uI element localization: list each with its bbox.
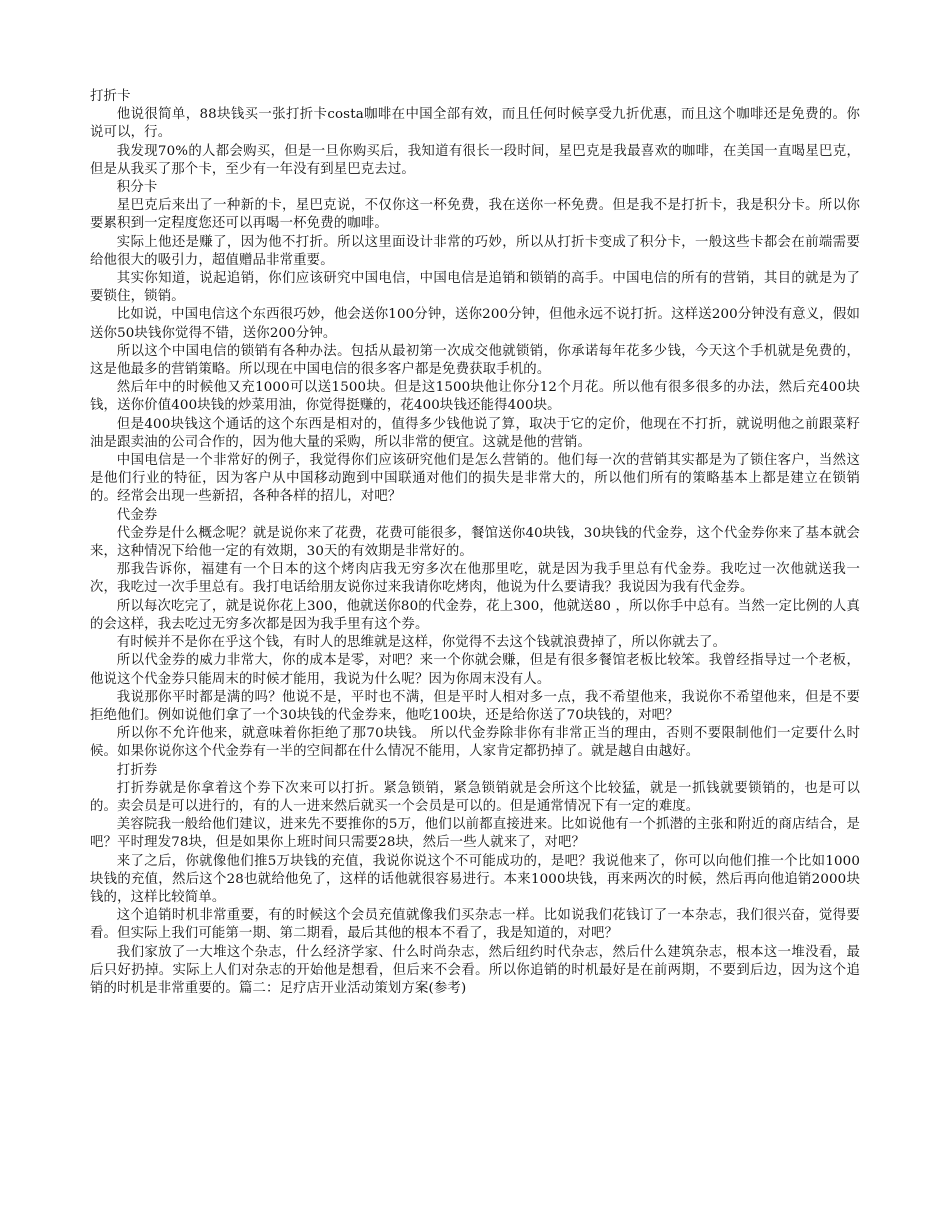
paragraph: 我发现70%的人都会购买，但是一旦你购买后，我知道有很长一段时间，星巴克是我最喜欢的咖啡，在美国一直喝星巴克，但是从我买了那个卡，至少有一年没有到星巴克去过。 [90,143,860,177]
paragraph: 所以代金券的威力非常大，你的成本是零，对吧？来一个你就会赚，但是有很多餐馆老板比较笨。我曾经指导过一个老板，他说这个代金券只能周末的时候才能用，我说为什么呢？因为你周末没有人。 [90,653,860,687]
paragraph: 他说很简单，88块钱买一张打折卡costa咖啡在中国全部有效，而且任何时候享受九折优惠，而且这个咖啡还是免费的。你说可以，行。 [90,107,860,141]
section-heading-points-card: 积分卡 [116,180,158,196]
paragraph: 有时候并不是你在乎这个钱，有时人的思维就是这样，你觉得不去这个钱就浪费掉了，所以你就去了。 [116,635,727,651]
section-heading-discount-card: 打折卡 [90,89,131,104]
section-heading-voucher: 代金券 [116,507,158,523]
paragraph: 然后年中的时候他又充1000可以送1500块。但是这1500块他让你分12个月花。所以他有很多很多的办法，然后充400块钱，送你价值400块钱的炒菜用油，你觉得挺赚的，花400块钱还能得400块。 [90,380,860,414]
paragraph: 那我告诉你，福建有一个日本的这个烤肉店我无穷多次在他那里吃，就是因为我手里总有代金券。我吃过一次他就送我一次，我吃过一次手里总有。我打电话给朋友说你过来我请你吃烤肉，他说为什么要请我？我说因为我有代金券。 [90,562,860,596]
document-body [90,88,860,998]
paragraph: 中国电信是一个非常好的例子，我觉得你们应该研究他们是怎么营销的。他们每一次的营销其实都是为了锁住客户，当然这是他们行业的特征，因为客户从中国移动跑到中国联通对他们的损失是非常大的，所以他们所有的策略基本上都是建立在锁销的。经常会出现一些新招，各种各样的招儿，对吧？ [90,453,860,505]
paragraph: 星巴克后来出了一种新的卡，星巴克说，不仅你这一杯免费，我在送你一杯免费。但是我不是打折卡，我是积分卡。所以你要累积到一定程度您还可以再喝一杯免费的咖啡。 [90,198,860,232]
paragraph: 比如说，中国电信这个东西很巧妙，他会送你100分钟，送你200分钟，但他永远不说打折。这样送200分钟没有意义，假如送你50块钱你觉得不错，送你200分钟。 [90,307,860,341]
paragraph: 实际上他还是赚了，因为他不打折。所以这里面设计非常的巧妙，所以从打折卡变成了积分卡，一般这些卡都会在前端需要给他很大的吸引力，超值赠品非常重要。 [90,234,860,268]
paragraph: 这个追销时机非常重要，有的时候这个会员充值就像我们买杂志一样。比如说我们花钱订了一本杂志，我们很兴奋，觉得要看。但实际上我们可能第一期、第二期看，最后其他的根本不看了，我是知道的，对吧？ [90,908,860,942]
section-heading-discount-coupon: 打折券 [116,762,158,778]
paragraph: 美容院我一般给他们建议，进来先不要推你的5万，他们以前都直接进来。比如说他有一个抓潜的主张和附近的商店结合，是吧？平时理发78块，但是如果你上班时间只需要28块，然后一些人就来了，对吧？ [90,817,860,851]
paragraph: 其实你知道，说起追销，你们应该研究中国电信，中国电信是追销和锁销的高手。中国电信的所有的营销，其目的就是为了要锁住，锁销。 [90,271,860,305]
paragraph: 来了之后，你就像他们推5万块钱的充值，我说你说这个不可能成功的，是吧？我说他来了，你可以向他们推一个比如1000块钱的充值，然后这个28也就给他免了，这样的话他就很容易进行。本来1000块钱，再来两次的时候，然后再向他追销2000块钱的，这样比较简单。 [90,853,860,905]
paragraph: 打折券就是你拿着这个券下次来可以打折。紧急锁销，紧急锁销就是会所这个比较猛，就是一抓钱就要锁销的，也是可以的。卖会员是可以进行的，有的人一进来然后就买一个会员是可以的。但是通常情况下有一定的难度。 [90,780,860,814]
paragraph: 但是400块钱这个通话的这个东西是相对的，值得多少钱他说了算，取决于它的定价，他现在不打折，就说明他之前跟菜籽油是跟卖油的公司合作的，因为他大量的采购，所以非常的便宜。这就是他的营销。 [90,416,860,450]
paragraph: 代金券是什么概念呢？就是说你来了花费，花费可能很多，餐馆送你40块钱，30块钱的代金券，这个代金券你来了基本就会来，这种情况下给他一定的有效期，30天的有效期是非常好的。 [90,525,860,560]
paragraph: 所以每次吃完了，就是说你花上300，他就送你80的代金券，花上300，他就送80 ，所以你手中总有。当然一定比例的人真的会这样，我去吃过无穷多次都是因为我手里有这个券。 [90,598,860,632]
paragraph: 我们家放了一大堆这个杂志，什么经济学家、什么时尚杂志，然后纽约时代杂志，然后什么建筑杂志，根本这一堆没看，最后只好扔掉。实际上人们对杂志的开始他是想看，但后来不会看。所以你追销的时机最好是在前两期，不要到后边，因为这个追销的时机是非常重要的。篇二：足疗店开业活动策划方案(参考) [90,944,860,996]
paragraph: 所以你不允许他来，就意味着你拒绝了那70块钱。 所以代金券除非你有非常正当的理由，否则不要限制他们一定要什么时候。如果你说你这个代金券有一半的空间都在什么情况不能用，人家肯定都扔掉了。就是越自由越好。 [90,726,860,760]
paragraph: 我说那你平时都是满的吗？他说不是，平时也不满，但是平时人相对多一点，我不希望他来，我说你不希望他来，但是不要拒绝他们。例如说他们拿了一个30块钱的代金券来，他吃100块，还是给你送了70块钱的，对吧？ [90,689,860,723]
paragraph: 所以这个中国电信的锁销有各种办法。包括从最初第一次成交他就锁销，你承诺每年花多少钱，今天这个手机就是免费的，这是他最多的营销策略。所以现在中国电信的很多客户都是免费获取手机的。 [90,343,860,378]
